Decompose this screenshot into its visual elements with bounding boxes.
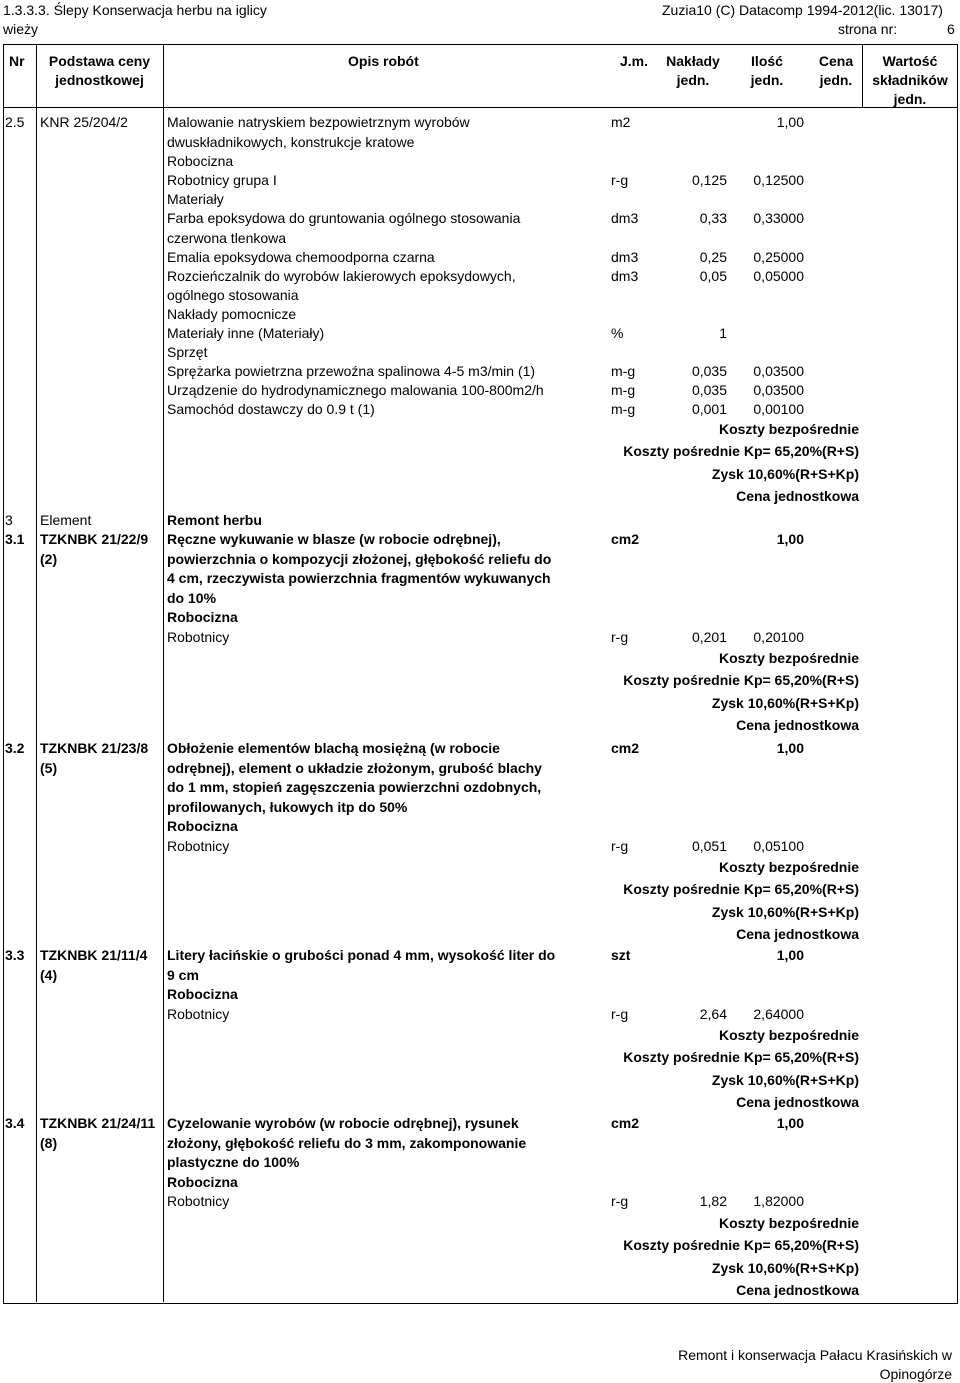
row-unit: dm3	[611, 210, 639, 226]
item-summary-profit: Zysk 10,60%(R+S+Kp)	[711, 904, 859, 920]
item-summary-unit-price: Cena jednostkowa	[736, 926, 859, 942]
col-qty-1: Ilość	[751, 53, 783, 69]
row-desc: Samochód dostawczy do 0.9 t (1)	[167, 401, 375, 417]
col-nr: Nr	[9, 53, 25, 69]
col-divider-basis	[163, 44, 164, 1302]
element-nr: 3	[5, 512, 13, 528]
col-basis-1: Podstawa ceny	[48, 53, 151, 69]
item-nr: 3.3	[5, 947, 25, 963]
row-unit: %	[611, 325, 624, 341]
item-outlay: 0,201	[691, 628, 727, 645]
summary-2-5-indirect: Koszty pośrednie Kp= 65,20%(R+S)	[623, 443, 859, 459]
row-outlay: 0,035	[691, 382, 727, 398]
item-summary-profit: Zysk 10,60%(R+S+Kp)	[711, 695, 859, 711]
col-unit: J.m.	[620, 53, 649, 69]
item-outlay: 0,051	[691, 837, 727, 854]
summary-2-5-direct: Koszty bezpośrednie	[718, 421, 859, 437]
row-qty: 1,00	[776, 114, 804, 130]
item-worker-unit: r-g	[611, 1005, 629, 1022]
item-unit: cm2	[611, 531, 640, 547]
row-outlay: 0,035	[691, 363, 727, 379]
row-desc: ogólnego stosowania	[167, 287, 299, 303]
row-unit: m-g	[611, 363, 636, 379]
item-desc-line: profilowanych, łukowych itp do 50%	[167, 798, 408, 815]
row-desc: Sprężarka powietrzna przewoźna spalinowa 4-5 m3/min (1)	[167, 363, 536, 379]
row-desc: Robotnicy grupa I	[167, 172, 277, 188]
item-desc-line: Cyzelowanie wyrobów (w robocie odrębnej), rysunek	[167, 1115, 519, 1131]
item-desc-line: powierzchnia o kompozycji złożonej, głębokość reliefu do	[167, 550, 552, 567]
row-outlay: 0,33	[699, 210, 727, 226]
item-basis-1: TZKNBK 21/24/11	[40, 1115, 156, 1131]
item-summary-direct: Koszty bezpośrednie	[718, 859, 859, 875]
item-summary-indirect: Koszty pośrednie Kp= 65,20%(R+S)	[623, 1049, 859, 1065]
summary-2-5-unit-price: Cena jednostkowa	[736, 488, 859, 504]
item-basis-2: (4)	[40, 967, 58, 983]
item-unit: cm2	[611, 740, 640, 756]
row-desc: Materiały inne (Materiały)	[167, 325, 325, 341]
page-number: 6	[947, 21, 955, 37]
element-basis: Element	[40, 512, 92, 528]
page-label: strona nr:	[838, 21, 898, 37]
item-worker: Robotnicy	[167, 1005, 230, 1022]
item-qty: 1,00	[776, 531, 804, 547]
item-summary-profit: Zysk 10,60%(R+S+Kp)	[711, 1072, 859, 1088]
element-title: Remont herbu	[167, 512, 262, 528]
row-qty: 0,05000	[753, 268, 804, 284]
item-summary-direct: Koszty bezpośrednie	[718, 650, 859, 666]
item-summary-unit-price: Cena jednostkowa	[736, 717, 859, 733]
item-desc-line: Ręczne wykuwanie w blasze (w robocie odrębnej),	[167, 531, 501, 547]
col-outlay-2: jedn.	[676, 72, 710, 88]
item-desc-line: 4 cm, rzeczywista powierzchnia fragmentów wykuwanych	[167, 570, 551, 586]
item-unit: szt	[611, 947, 631, 963]
item-summary-indirect: Koszty pośrednie Kp= 65,20%(R+S)	[623, 1236, 859, 1253]
row-unit: dm3	[611, 249, 639, 265]
row-unit: dm3	[611, 268, 639, 284]
item-worker-unit: r-g	[611, 628, 629, 645]
item-worker-unit: r-g	[611, 1193, 629, 1209]
col-value-1: Wartość	[882, 53, 938, 69]
software-credit: Zuzia10 (C) Datacomp 1994-2012(lic. 13017)	[662, 2, 943, 18]
item-nr: 3.2	[5, 740, 25, 756]
row-qty: 0,03500	[753, 382, 804, 398]
row-desc: Emalia epoksydowa chemoodporna czarna	[167, 249, 435, 265]
item-desc-line: plastyczne do 100%	[167, 1154, 300, 1170]
row-outlay: 0,125	[691, 172, 727, 188]
item-summary-indirect: Koszty pośrednie Kp= 65,20%(R+S)	[623, 672, 859, 688]
col-desc: Opis robót	[348, 53, 419, 69]
col-divider-value	[862, 44, 863, 107]
item-qty: 1,00	[776, 1115, 804, 1131]
row-desc: Farba epoksydowa do gruntowania ogólnego stosowania	[167, 210, 521, 226]
item-qty: 1,00	[776, 740, 804, 756]
item-labour: Robocizna	[167, 1173, 238, 1190]
item-desc-line: Obłożenie elementów blachą mosiężną (w robocie	[167, 740, 500, 756]
row-unit: m2	[611, 114, 631, 130]
row-outlay: 0,25	[699, 249, 727, 265]
col-price-2: jedn.	[819, 72, 853, 88]
row-qty: 0,00100	[753, 401, 804, 417]
row-outlay: 0,001	[691, 401, 727, 417]
item-worker-qty: 0,20100	[753, 628, 804, 645]
row-desc: Urządzenie do hydrodynamicznego malowania 100-800m2/h	[167, 382, 544, 398]
doc-title-line2: wieży	[3, 21, 39, 37]
item-desc-line: Litery łacińskie o grubości ponad 4 mm, wysokość liter do	[167, 947, 556, 963]
item-basis-2: (2)	[40, 551, 58, 567]
item-nr: 3.1	[5, 531, 25, 547]
doc-title-line1: 1.3.3.3. Ślepy Konserwacja herbu na iglicy	[3, 2, 267, 18]
item-labour: Robocizna	[167, 818, 238, 834]
item-outlay: 2,64	[699, 1005, 727, 1022]
row-desc: Robocizna	[167, 153, 234, 169]
item-basis-2: (8)	[40, 1135, 58, 1151]
item-worker-qty: 2,64000	[753, 1005, 804, 1022]
row-basis: KNR 25/204/2	[40, 114, 128, 130]
row-unit: m-g	[611, 382, 636, 398]
item-labour: Robocizna	[167, 986, 238, 1002]
col-divider-nr	[36, 44, 37, 1302]
item-desc-line: do 1 mm, stopień zagęszczenia powierzchni ozdobnych,	[167, 779, 542, 795]
col-outlay-1: Nakłady	[666, 53, 720, 69]
footer-line1: Remont i konserwacja Pałacu Krasińskich w	[678, 1347, 952, 1363]
footer-line2: Opinogórze	[879, 1366, 952, 1382]
item-basis-2: (5)	[40, 760, 58, 776]
row-desc: Malowanie natryskiem bezpowietrznym wyrobów	[167, 114, 470, 130]
row-unit: m-g	[611, 401, 636, 417]
item-nr: 3.4	[5, 1115, 25, 1131]
item-basis-1: TZKNBK 21/23/8	[40, 740, 149, 756]
item-worker-qty: 0,05100	[753, 837, 804, 854]
item-desc-line: odrębnej), element o układzie złożonym, grubość blachy	[167, 759, 542, 776]
item-worker-unit: r-g	[611, 837, 629, 854]
col-basis-2: jednostkowej	[55, 72, 144, 88]
row-nr: 2.5	[5, 114, 25, 130]
row-desc: Sprzęt	[167, 344, 208, 360]
header-separator	[3, 107, 958, 108]
col-value-3: jedn.	[893, 91, 927, 107]
row-qty: 0,12500	[753, 172, 804, 188]
row-unit: r-g	[611, 172, 629, 188]
item-worker: Robotnicy	[167, 628, 230, 645]
item-worker: Robotnicy	[167, 1193, 230, 1209]
row-outlay: 1	[719, 325, 727, 341]
item-desc-line: 9 cm	[167, 966, 199, 983]
row-desc: Nakłady pomocnicze	[167, 306, 297, 322]
col-qty-2: jedn.	[750, 72, 784, 88]
item-desc-line: złożony, głębokość reliefu do 3 mm, zakomponowanie	[167, 1134, 527, 1151]
item-unit: cm2	[611, 1115, 640, 1131]
item-summary-direct: Koszty bezpośrednie	[718, 1214, 859, 1231]
item-basis-1: TZKNBK 21/11/4	[40, 947, 148, 963]
item-summary-direct: Koszty bezpośrednie	[718, 1027, 859, 1043]
item-worker-qty: 1,82000	[753, 1193, 804, 1209]
item-summary-profit: Zysk 10,60%(R+S+Kp)	[711, 1259, 859, 1276]
item-qty: 1,00	[776, 947, 804, 963]
item-outlay: 1,82	[699, 1193, 727, 1209]
row-qty: 0,03500	[753, 363, 804, 379]
item-desc-line: do 10%	[167, 589, 217, 606]
row-qty: 0,25000	[753, 249, 804, 265]
summary-2-5-profit: Zysk 10,60%(R+S+Kp)	[711, 466, 859, 482]
row-qty: 0,33000	[753, 210, 804, 226]
col-value-2: składników	[872, 72, 948, 88]
row-desc: czerwona tlenkowa	[167, 230, 287, 246]
item-labour: Robocizna	[167, 609, 238, 625]
item-worker: Robotnicy	[167, 837, 230, 854]
row-desc: Materiały	[167, 191, 224, 207]
row-desc: dwuskładnikowych, konstrukcje kratowe	[167, 134, 415, 150]
row-outlay: 0,05	[699, 268, 727, 284]
row-desc: Rozcieńczalnik do wyrobów lakierowych epoksydowych,	[167, 268, 516, 284]
item-summary-unit-price: Cena jednostkowa	[736, 1094, 859, 1110]
item-summary-indirect: Koszty pośrednie Kp= 65,20%(R+S)	[623, 881, 859, 897]
item-summary-unit-price: Cena jednostkowa	[736, 1281, 859, 1298]
col-price-1: Cena	[818, 53, 854, 69]
item-basis-1: TZKNBK 21/22/9	[40, 531, 149, 547]
